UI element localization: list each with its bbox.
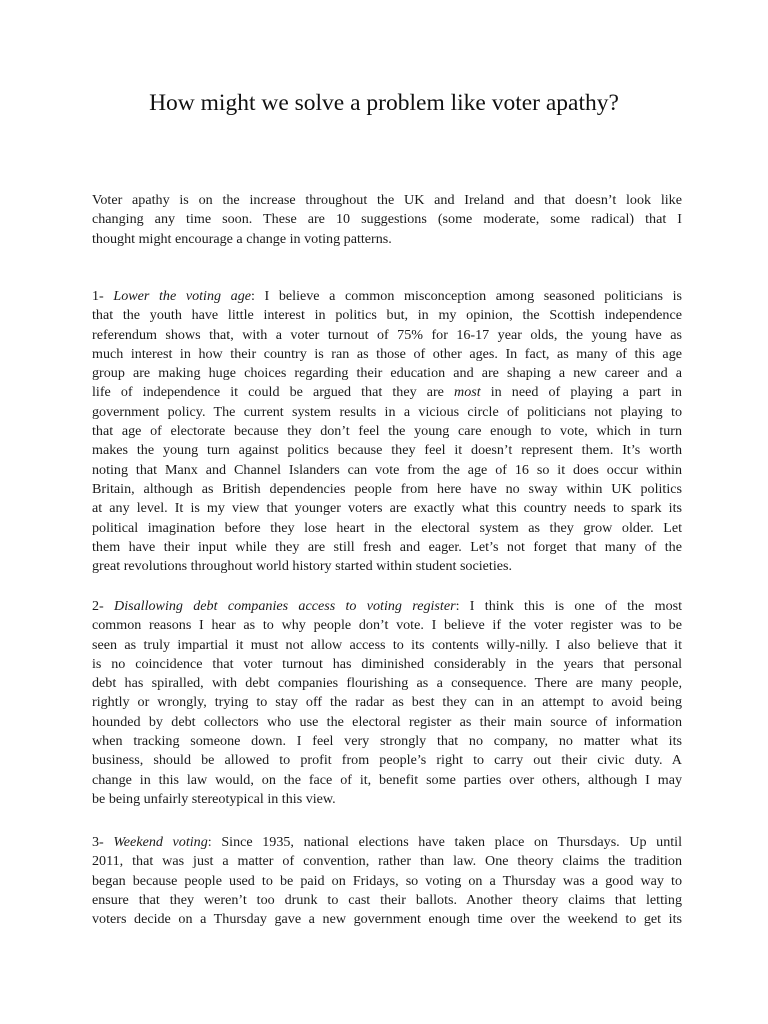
section-2-line: seen as truly impartial it must not allow access to its contents willy-nilly. I also believe that it xyxy=(92,636,682,653)
section-1-line: much interest in how their country is ran as those of other ages. In fact, as many of this age xyxy=(92,345,682,362)
section-2-line: common reasons I hear as to why people don’t vote. I believe if the voter register was to be xyxy=(92,617,682,634)
section-3-paragraph xyxy=(92,833,682,929)
section-2-line: debt has spiralled, with debt companies flourishing as a consequence. There are many people, xyxy=(92,675,682,692)
section-2-line: hounded by debt collectors who use the electoral register as their main source of information xyxy=(92,713,682,730)
intro-line: thought might encourage a change in voting patterns. xyxy=(92,230,392,247)
section-3-line: 2011, that was just a matter of convention, rather than law. One theory claims the tradition xyxy=(92,853,682,870)
section-2-line: is no coincidence that voter turnout has diminished considerably in the years that personal xyxy=(92,655,682,672)
section-text: : I think this is one of the most xyxy=(455,598,683,614)
section-3-line: voters decide on a Thursday gave a new government enough time over the weekend to get its xyxy=(92,911,682,928)
section-1-line: government policy. The current system results in a vicious circle of politicians not playing to xyxy=(92,403,682,420)
section-heading: Disallowing debt companies access to voting register xyxy=(114,598,456,614)
section-1-line: great revolutions throughout world history started within student societies. xyxy=(92,558,513,575)
section-3-line: ensure that they weren’t too drunk to cast their ballots. Another theory claims that letting xyxy=(92,891,682,908)
section-1-line: group are making huge choices regarding their education and are shaping a new career and a xyxy=(92,365,682,382)
intro-line: Voter apathy is on the increase throughout the UK and Ireland and that doesn’t look like xyxy=(92,192,682,208)
section-1-first-line xyxy=(92,287,682,306)
document-title: How might we solve a problem like voter apathy? xyxy=(149,90,619,116)
section-1-paragraph xyxy=(92,287,682,576)
section-1-line: Britain, although as British dependencies people from here have no sway within UK politics xyxy=(92,480,682,497)
section-2-paragraph xyxy=(92,597,682,809)
intro-line: changing any time soon. These are 10 suggestions (some moderate, some radical) that I xyxy=(92,211,682,228)
section-1-line: that the youth have little interest in politics but, in my opinion, the Scottish independence xyxy=(92,307,682,324)
section-heading: Lower the voting age xyxy=(113,288,252,304)
section-number: 1- xyxy=(92,288,114,304)
section-1-line: noting that Manx and Channel Islanders can vote from the age of 16 so it does occur within xyxy=(92,461,682,478)
section-1-line: them have their input while they are still fresh and eager. Let’s not forget that many of the xyxy=(92,538,682,555)
section-2-line: change in this law would, on the face of it, benefit some parties over others, although I may xyxy=(92,771,682,788)
section-text: life of independence it could be argued that they are xyxy=(92,384,455,401)
section-2-line: be being unfairly stereotypical in this view. xyxy=(92,790,336,807)
section-1-line: referendum shows that, with a voter turnout of 75% for 16-17 year olds, the young have as xyxy=(92,326,682,343)
section-1-line: political imagination before they lose heart in the electoral system as they grow older. Let xyxy=(92,519,682,536)
section-1-emphasis-line xyxy=(92,383,682,402)
section-heading: Weekend voting xyxy=(113,834,208,850)
section-text: : Since 1935, national elections have taken place on Thursdays. Up until xyxy=(207,834,683,850)
section-3-first-line xyxy=(92,833,682,852)
section-text: in need of playing a part in xyxy=(480,384,682,401)
section-1-line: that age of electorate because they don’t feel the young care enough to vote, which in turn xyxy=(92,423,682,440)
intro-paragraph xyxy=(92,191,682,249)
section-1-line: makes the young turn against politics because they feel it doesn’t represent them. It’s worth xyxy=(92,442,682,459)
section-2-line: business, should be allowed to profit from people’s right to carry out their civic duty. A xyxy=(92,752,682,769)
emphasis-word: most xyxy=(454,384,481,401)
section-2-line: when tracking someone down. I feel very strongly that no company, no matter what its xyxy=(92,733,682,750)
section-number: 2- xyxy=(92,598,115,614)
section-1-line: at any level. It is my view that younger voters are exactly what this country needs to spark its xyxy=(92,500,682,517)
section-text: : I believe a common misconception among seasoned politicians is xyxy=(251,288,682,304)
section-2-line: rightly or wrongly, trying to stay off the radar as best they can in an attempt to avoid being xyxy=(92,694,682,711)
section-2-first-line xyxy=(92,597,682,616)
section-3-line: began because people used to be paid on Fridays, so voting on a Thursday was a good way to xyxy=(92,872,682,889)
section-number: 3- xyxy=(92,834,114,850)
